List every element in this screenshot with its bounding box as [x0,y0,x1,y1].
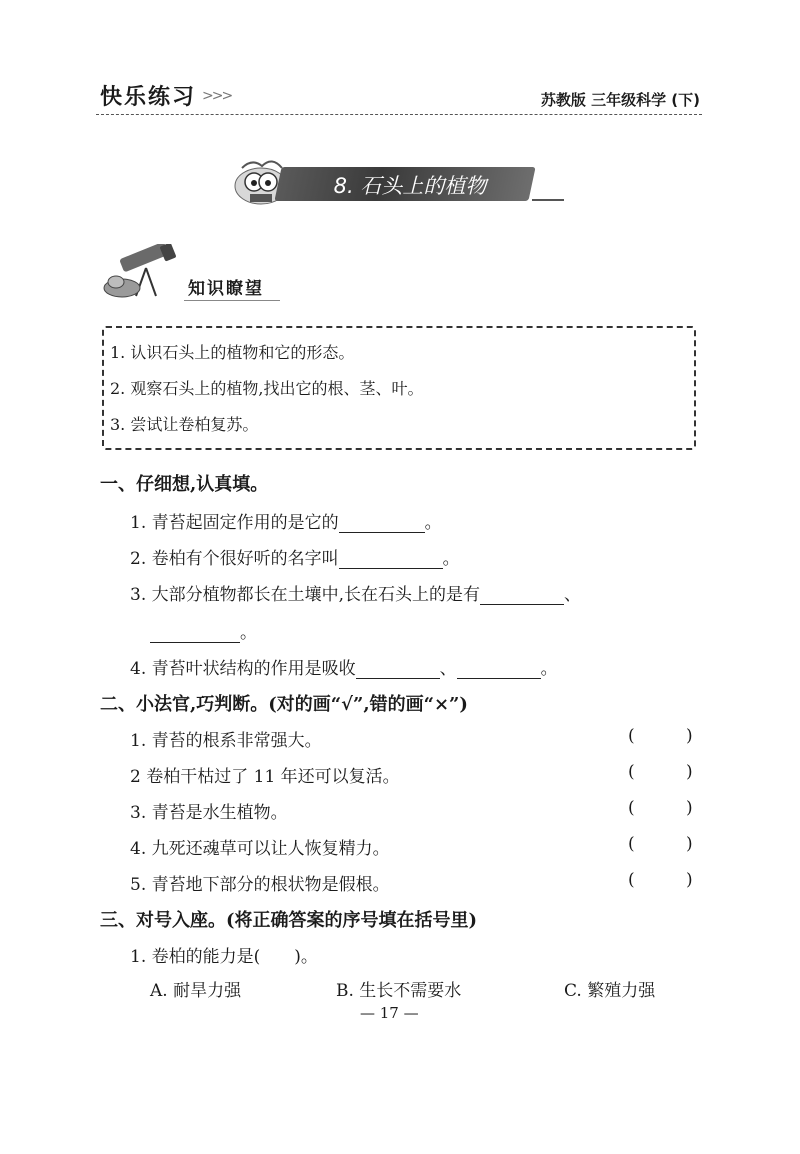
knowledge-title: 知识瞭望 [188,279,264,299]
book-info: 苏教版 三年级科学 (下) [540,91,700,109]
answer-paren-right: ) [686,834,693,854]
answer-paren-right: ) [686,762,693,782]
answer-blank[interactable] [356,660,440,679]
knowledge-item: 3. 尝试让卷柏复苏。 [110,415,259,434]
fill-question-2: 2. 卷柏有个很好听的名字叫 。 [130,549,460,569]
answer-blank[interactable] [457,660,541,679]
telescope-icon [102,244,182,302]
answer-paren-right: ) [686,870,693,890]
lesson-title: 8. 石头上的植物 [333,174,487,198]
choice-option-a: A. 耐旱力强 [150,981,242,1001]
choice-option-c: C. 繁殖力强 [564,981,656,1001]
chevron-decoration: >>> [202,88,232,104]
fill-question-3: 3. 大部分植物都长在土壤中,长在石头上的是有 、 [130,585,582,605]
answer-blank[interactable] [150,624,240,643]
knowledge-underline [184,300,280,301]
answer-paren-left: ( [628,798,635,818]
answer-paren-left: ( [628,834,635,854]
fill-question-1: 1. 青苔起固定作用的是它的 。 [130,513,442,533]
judge-item-4: 4. 九死还魂草可以让人恢复精力。 [130,839,390,859]
answer-blank[interactable] [480,586,564,605]
judge-item-3: 3. 青苔是水生植物。 [130,803,288,823]
answer-blank[interactable] [339,550,443,569]
section-choice-title: 三、对号入座。(将正确答案的序号填在括号里) [100,910,478,931]
knowledge-item: 2. 观察石头上的植物,找出它的根、茎、叶。 [110,379,424,398]
judge-item-2: 2 卷柏干枯过了 11 年还可以复活。 [130,767,400,787]
choice-option-b: B. 生长不需要水 [336,981,462,1001]
answer-paren-right: ) [686,726,693,746]
judge-item-1: 1. 青苔的根系非常强大。 [130,731,322,751]
page-number: — 17 — [360,1004,419,1022]
judge-item-5: 5. 青苔地下部分的根状物是假根。 [130,875,390,895]
banner-underline [532,199,564,201]
header-divider [96,114,702,115]
section-fill-title: 一、仔细想,认真填。 [100,474,269,495]
answer-paren-left: ( [628,762,635,782]
answer-paren-right: ) [686,798,693,818]
answer-paren-left: ( [628,726,635,746]
answer-paren-left: ( [628,870,635,890]
series-title: 快乐练习 [100,85,197,110]
knowledge-item: 1. 认识石头上的植物和它的形态。 [110,343,355,362]
fill-question-4: 4. 青苔叶状结构的作用是吸收 、 。 [130,659,558,679]
answer-blank[interactable] [339,514,425,533]
fill-question-3-cont: 。 [150,618,257,643]
choice-question-1: 1. 卷柏的能力是( )。 [130,947,318,967]
section-judge-title: 二、小法官,巧判断。(对的画“√”,错的画“×”) [100,694,468,715]
